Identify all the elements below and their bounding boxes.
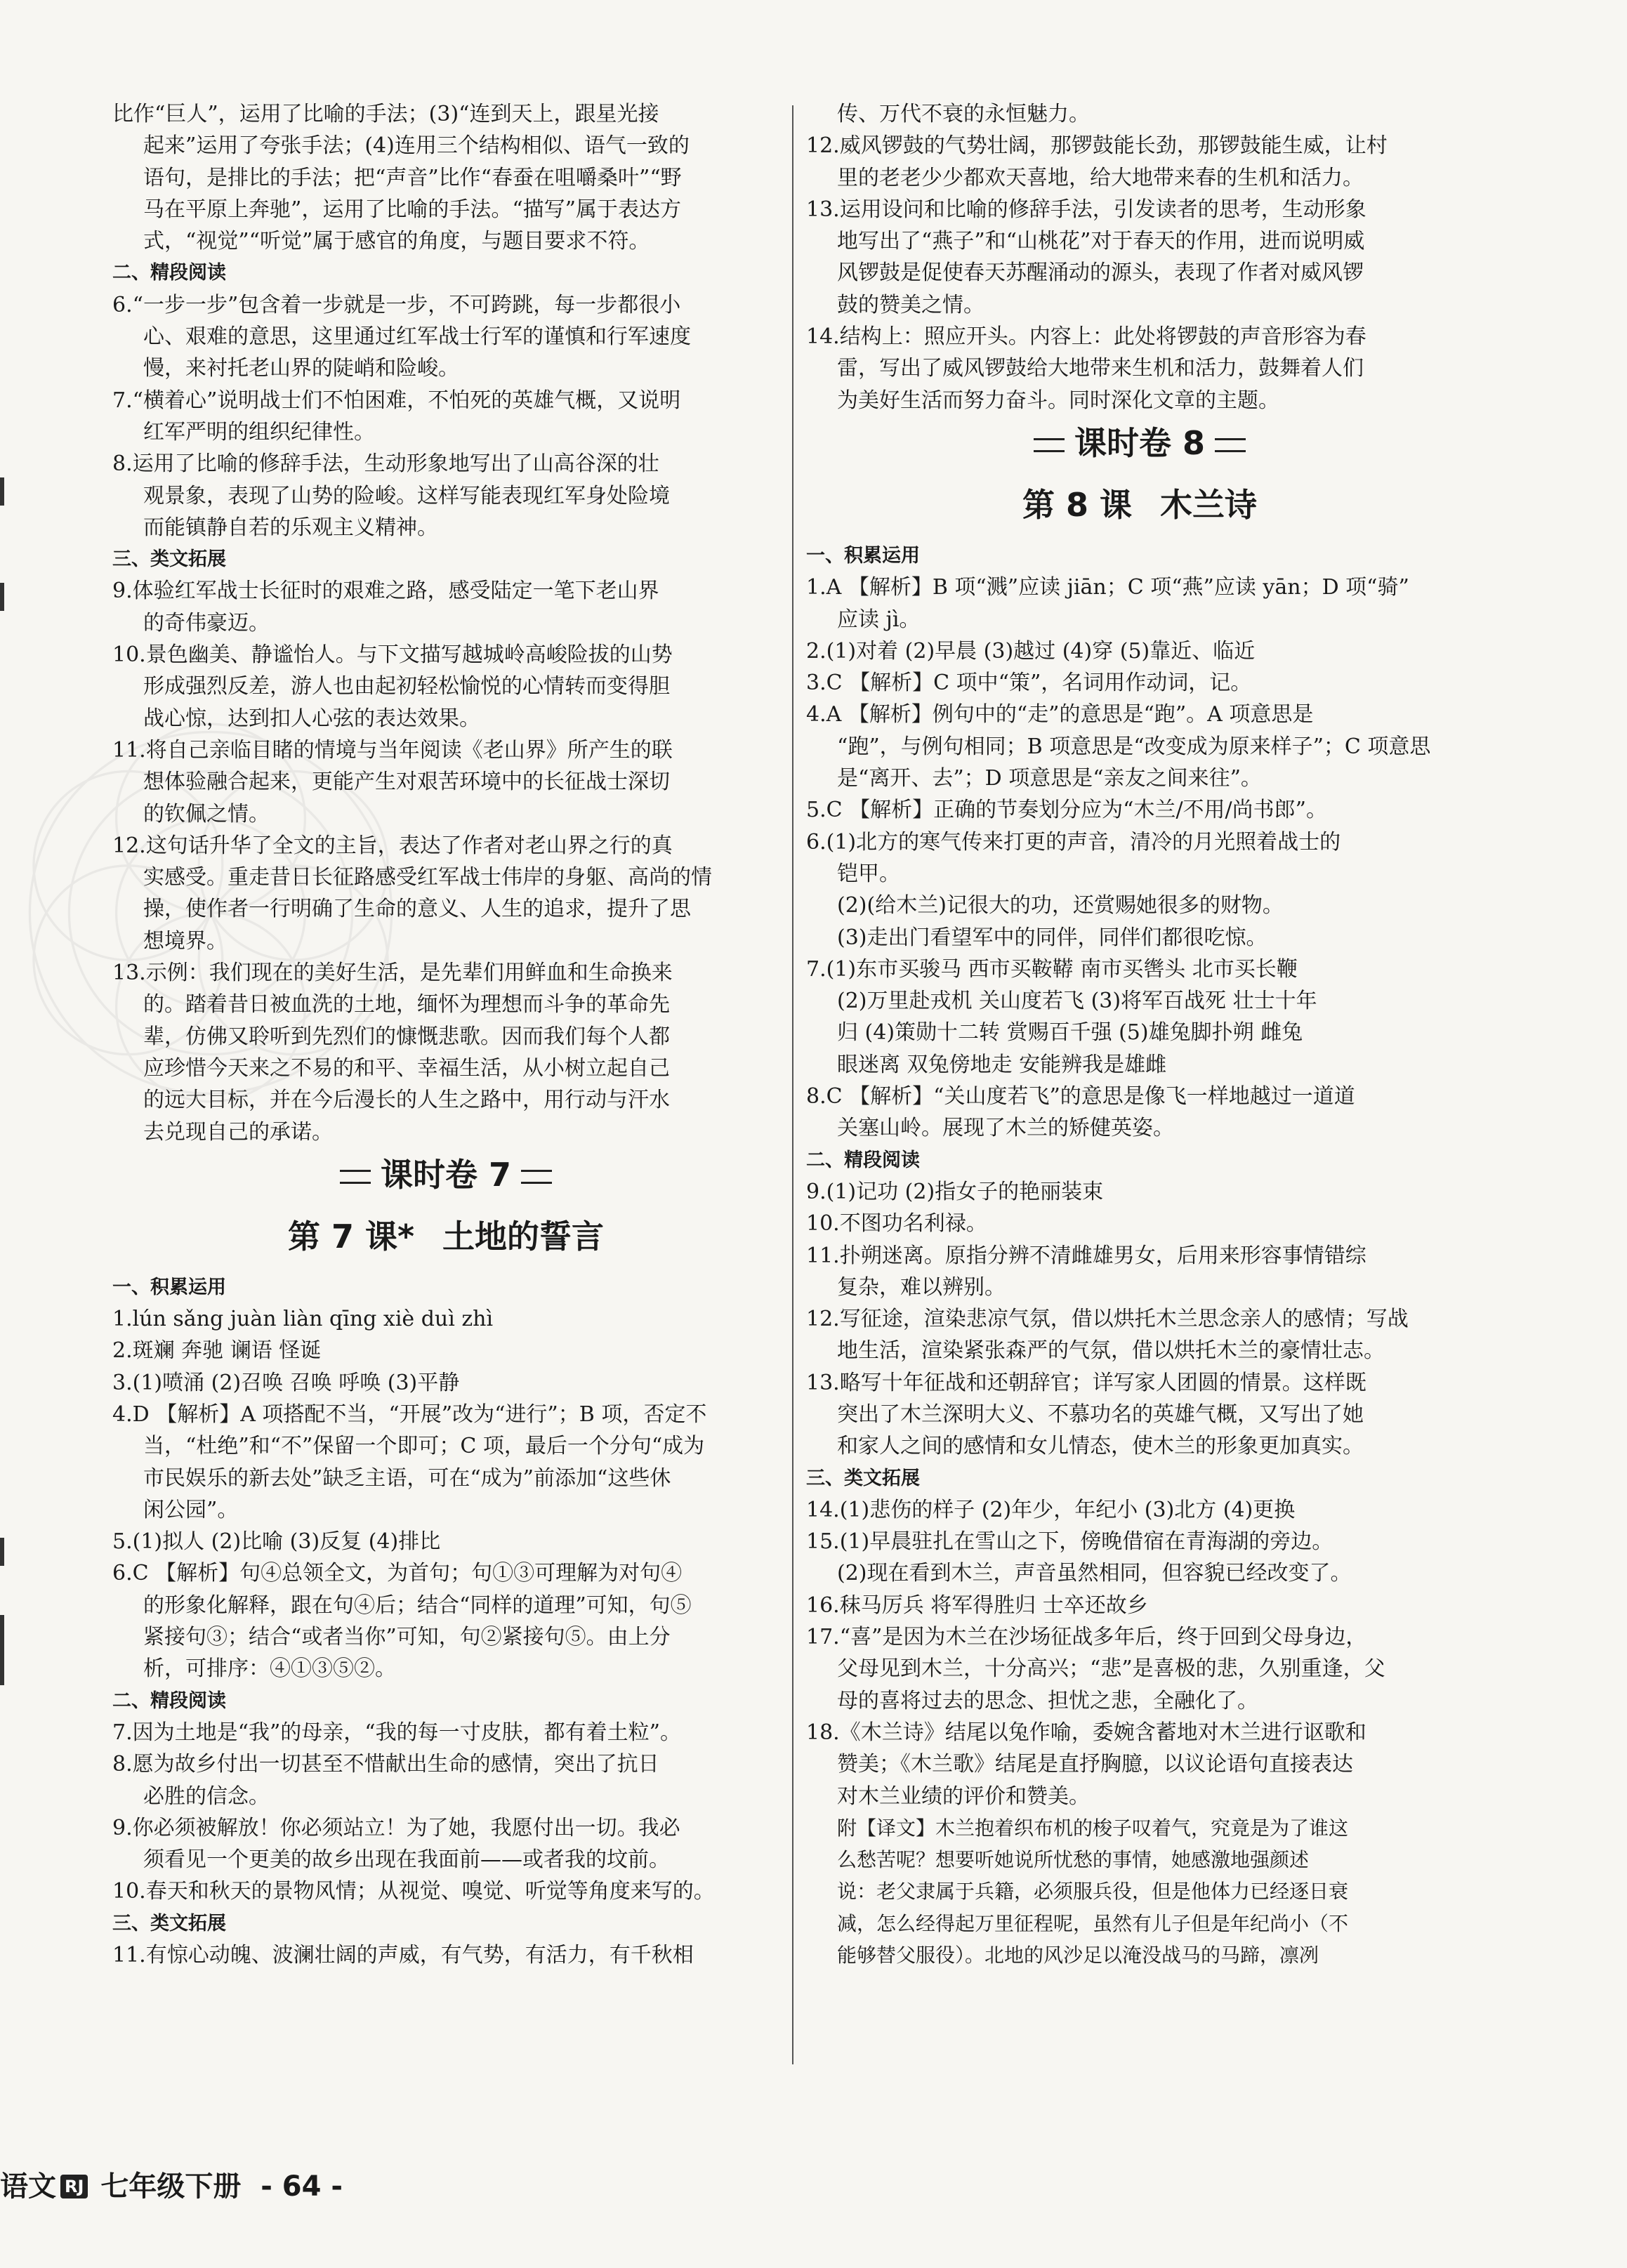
answer-line: 5.C 【解析】正确的节奏划分应为“木兰/不用/尚书郎”。 [806, 798, 1328, 823]
answer-line: 观景象，表现了山势的险峻。这样写能表现红军身处险境 [143, 483, 670, 508]
answer-line: 铠甲。 [837, 861, 900, 886]
answer-line: 里的老老少少都欢天喜地，给大地带来春的生机和活力。 [837, 165, 1364, 190]
banner-bars-icon [1215, 438, 1246, 452]
answer-line: 而能镇静自若的乐观主义精神。 [143, 515, 438, 540]
answer-line: 突出了木兰深明大义、不慕功名的英雄气概，又写出了她 [837, 1402, 1364, 1427]
answer-line: 5.(1)拟人 (2)比喻 (3)反复 (4)排比 [112, 1529, 441, 1555]
answer-line: 13.略写十年征战和还朝辞官；详写家人团圆的情景。这样既 [806, 1370, 1366, 1395]
answer-line: 12.这句话升华了全文的主旨，表达了作者对老山界之行的真 [112, 833, 673, 858]
lesson-name: 土地的誓言 [442, 1217, 605, 1255]
answer-line: 的远大目标，并在今后漫长的人生之路中，用行动与汗水 [143, 1088, 670, 1113]
answer-line: 眼迷离 双兔傍地走 安能辨我是雄雌 [837, 1052, 1167, 1077]
scan-edge-mark [0, 583, 4, 611]
answer-line: 慢，来衬托老山界的陡峭和险峻。 [143, 356, 459, 381]
answer-line: 7.因为土地是“我”的母亲，“我的每一寸皮肤，都有着土粒”。 [112, 1720, 681, 1745]
scan-edge-mark [0, 1538, 4, 1566]
answer-line: (2)万里赴戎机 关山度若飞 (3)将军百战死 壮士十年 [837, 989, 1317, 1014]
answer-line: 6.C 【解析】句④总领全文，为首句；句①③可理解为对句④ [112, 1561, 683, 1586]
answer-line: 析，可排序：④①③⑤②。 [143, 1656, 396, 1682]
left-column [112, 98, 779, 1971]
subject-label: 语文 [0, 2170, 56, 2203]
answer-line: 6.“一步一步”包含着一步就是一步，不可跨跳，每一步都很小 [112, 292, 681, 317]
answer-line: (2)(给木兰)记很大的功，还赏赐她很多的财物。 [837, 893, 1284, 918]
answer-line: 雷，写出了威风锣鼓给大地带来生机和活力，鼓舞着人们 [837, 356, 1364, 381]
answer-line: 4.D 【解析】A 项搭配不当，“开展”改为“进行”；B 项，否定不 [112, 1402, 707, 1427]
banner-bars-icon [1034, 438, 1065, 452]
answer-line: 应珍惜今天来之不易的和平、幸福生活，从小树立起自己 [143, 1055, 670, 1081]
answer-line: 红军严明的组织纪律性。 [143, 419, 375, 444]
answer-line: 须看见一个更美的故乡出现在我面前——或者我的坟前。 [143, 1847, 670, 1873]
answer-line: 11.扑朔迷离。原指分辨不清雌雄男女，后用来形容事情错综 [806, 1243, 1366, 1268]
answer-line: 12.威风锣鼓的气势壮阔，那锣鼓能长劲，那锣鼓能生威，让村 [806, 133, 1388, 159]
answer-line: 17.“喜”是因为木兰在沙场征战多年后，终于回到父母身边， [806, 1625, 1367, 1650]
answer-line: 8.愿为故乡付出一切甚至不惜献出生命的感情，突出了抗日 [112, 1752, 659, 1777]
banner-bars-icon [521, 1170, 552, 1184]
lesson-title [806, 470, 1473, 540]
answer-line: 操，使作者一行明确了生命的意义、人生的追求，提升了思 [143, 897, 691, 922]
answer-line: 9.体验红军战士长征时的艰难之路，感受陆定一笔下老山界 [112, 579, 659, 604]
answer-line: 2.斑斓 奔驰 谰语 怪诞 [112, 1338, 322, 1364]
answer-line: 赞美；《木兰歌》结尾是直抒胸臆，以议论语句直接表达 [837, 1752, 1353, 1777]
section-heading: 三、类文拓展 [806, 1467, 920, 1489]
banner-bars-icon [340, 1170, 371, 1184]
answer-line: 7.“横着心”说明战士们不怕困难，不怕死的英雄气概，又说明 [112, 388, 681, 413]
answer-line: 起来”运用了夸张手法；(4)连用三个结构相似、语气一致的 [143, 133, 690, 159]
answer-line: 复杂，难以辨别。 [837, 1274, 1006, 1300]
answer-line: 地生活，渲染紧张森严的气氛，借以烘托木兰的豪情壮志。 [837, 1338, 1385, 1364]
answer-line: 14.结构上：照应开头。内容上：此处将锣鼓的声音形容为春 [806, 324, 1366, 350]
section-heading: 二、精段阅读 [112, 1689, 226, 1712]
section-heading: 二、精段阅读 [806, 1149, 920, 1171]
answer-line: 实感受。重走昔日长征路感受红军战士伟岸的身躯、高尚的情 [143, 865, 712, 890]
page-footer [0, 2164, 343, 2206]
answer-line: 能够替父服役）。北地的风沙足以淹没战马的马蹄，凛冽 [837, 1944, 1319, 1967]
answer-line: 6.(1)北方的寒气传来打更的声音，清冷的月光照着战士的 [806, 829, 1341, 855]
scan-edge-mark [0, 477, 4, 506]
section-heading: 三、类文拓展 [112, 548, 226, 571]
answer-line: 语句，是排比的手法；把“声音”比作“春蚕在咀嚼桑叶”“野 [143, 165, 682, 190]
answer-line: 想体验融合起来，更能产生对艰苦环境中的长征战士深切 [143, 770, 670, 795]
answer-line: 13.运用设问和比喻的修辞手法，引发读者的思考，生动形象 [806, 197, 1366, 222]
lesson-number: 第 7 课* [287, 1217, 415, 1255]
answer-line: 的奇伟豪迈。 [143, 610, 270, 635]
answer-line: 10.景色幽美、静谧怡人。与下文描写越城岭高峻险拔的山势 [112, 642, 673, 668]
page-number: - 64 - [261, 2170, 343, 2203]
lesson-number: 第 8 课 [1022, 485, 1133, 524]
answer-line: 关塞山岭。展现了木兰的矫健英姿。 [837, 1116, 1174, 1141]
answer-line: 对木兰业绩的评价和赞美。 [837, 1784, 1090, 1809]
answer-line: 归 (4)策勋十二转 赏赐百千强 (5)雄兔脚扑朔 雌兔 [837, 1020, 1303, 1046]
answer-line: 18.《木兰诗》结尾以兔作喻，委婉含蓄地对木兰进行讴歌和 [806, 1720, 1366, 1745]
quiz-banner [112, 1148, 779, 1201]
section-heading: 一、积累运用 [112, 1276, 226, 1298]
answer-line: 战心惊，达到扣人心弦的表达效果。 [143, 706, 480, 731]
answer-line: 和家人之间的感情和女儿情态，使木兰的形象更加真实。 [837, 1434, 1364, 1459]
answer-line: 3.C 【解析】C 项中“策”，名词用作动词，记。 [806, 671, 1252, 696]
answer-line: 地写出了“燕子”和“山桃花”对于春天的作用，进而说明威 [837, 229, 1365, 254]
quiz-banner [806, 416, 1473, 470]
answer-line: 附【译文】木兰抱着织布机的梭子叹着气，究竟是为了谁这 [837, 1816, 1349, 1840]
section-heading: 二、精段阅读 [112, 262, 226, 284]
answer-line: 当，“杜绝”和“不”保留一个即可；C 项，最后一个分句“成为 [143, 1434, 705, 1459]
answer-line: 9.(1)记功 (2)指女子的艳丽装束 [806, 1179, 1104, 1204]
lesson-title [112, 1201, 779, 1272]
answer-line: 7.(1)东市买骏马 西市买鞍鞯 南市买辔头 北市买长鞭 [806, 956, 1298, 982]
answer-line: 10.春天和秋天的景物风情；从视觉、嗅觉、听觉等角度来写的。 [112, 1879, 715, 1904]
answer-line: 马在平原上奔驰”，运用了比喻的手法。“描写”属于表达方 [143, 197, 682, 222]
answer-line: 父母见到木兰，十分高兴；“悲”是喜极的悲，久别重逢，父 [837, 1656, 1385, 1682]
answer-line: 辈，仿佛又聆听到先烈们的慷慨悲歌。因而我们每个人都 [143, 1024, 670, 1049]
answer-line: 的钦佩之情。 [143, 801, 270, 826]
banner-text: 课时卷 7 [380, 1155, 512, 1194]
answer-line: 减，怎么经得起万里征程呢，虽然有儿子但是年纪尚小（不 [837, 1911, 1349, 1935]
answer-line: 11.有惊心动魄、波澜壮阔的声威，有气势，有活力，有千秋相 [112, 1943, 694, 1968]
lesson-name: 木兰诗 [1160, 485, 1258, 524]
answer-line: 必胜的信念。 [143, 1784, 270, 1809]
answer-line: 紧接句③；结合“或者当你”可知，句②紧接句⑤。由上分 [143, 1625, 671, 1650]
answer-line: 1.lún sǎng juàn liàn qīng xiè duì zhì [112, 1307, 494, 1332]
answer-line: 13.示例：我们现在的美好生活，是先辈们用鲜血和生命换来 [112, 961, 673, 986]
scan-edge-mark [0, 1615, 4, 1685]
right-column [806, 98, 1473, 1971]
answer-line: 4.A 【解析】例句中的“走”的意思是“跑”。A 项意思是 [806, 702, 1314, 727]
edition-badge: RJ [60, 2175, 88, 2198]
answer-line: 10.不图功名利禄。 [806, 1211, 987, 1237]
answer-line: 3.(1)喷涌 (2)召唤 召唤 呼唤 (3)平静 [112, 1370, 460, 1395]
answer-line: 16.秣马厉兵 将军得胜归 士卒还故乡 [806, 1593, 1148, 1618]
answer-line: (3)走出门看望军中的同伴，同伴们都很吃惊。 [837, 925, 1267, 950]
answer-line: 应读 jì。 [837, 607, 921, 632]
answer-line: 心、艰难的意思，这里通过红军战士行军的谨慎和行军速度 [143, 324, 691, 350]
answer-line: 鼓的赞美之情。 [837, 292, 984, 317]
answer-line: 市民娱乐的新去处”缺乏主语，可在“成为”前添加“这些休 [143, 1465, 671, 1491]
answer-line: 8.C 【解析】“关山度若飞”的意思是像飞一样地越过一道道 [806, 1084, 1355, 1109]
answer-line: 风锣鼓是促使春天苏醒涌动的源头，表现了作者对威风锣 [837, 261, 1364, 286]
answer-line: 形成强烈反差，游人也由起初轻松愉悦的心情转而变得胆 [143, 674, 670, 699]
answer-line: 式，“视觉”“听觉”属于感官的角度，与题目要求不符。 [143, 229, 650, 254]
answer-line: 去兑现自己的承诺。 [143, 1119, 333, 1145]
answer-line: 8.运用了比喻的修辞手法，生动形象地写出了山高谷深的壮 [112, 451, 659, 477]
answer-line: 12.写征途，渲染悲凉气氛，借以烘托木兰思念亲人的感情；写战 [806, 1307, 1409, 1332]
banner-text: 课时卷 8 [1074, 423, 1206, 462]
answer-line: 的。踏着昔日被血洗的土地，缅怀为理想而斗争的革命先 [143, 992, 670, 1017]
answer-line: 11.将自己亲临目睹的情境与当年阅读《老山界》所产生的联 [112, 737, 673, 763]
answer-line: 9.你必须被解放！你必须站立！为了她，我愿付出一切。我必 [112, 1815, 680, 1840]
grade-label: 七年级下册 [100, 2170, 242, 2203]
answer-line: 14.(1)悲伤的样子 (2)年少，年纪小 (3)北方 (4)更换 [806, 1497, 1296, 1522]
answer-line: 母的喜将过去的思念、担忧之悲，全融化了。 [837, 1688, 1258, 1713]
answer-line: 比作“巨人”，运用了比喻的手法；(3)“连到天上，跟星光接 [112, 102, 659, 126]
answer-line: “跑”，与例句相同；B 项意思是“改变成为原来样子”；C 项意思 [837, 734, 1431, 759]
answer-line: 闲公园”。 [143, 1497, 239, 1522]
answer-line: 的形象化解释，跟在句④后；结合“同样的道理”可知，句⑤ [143, 1593, 692, 1618]
answer-line: 2.(1)对着 (2)早晨 (3)越过 (4)穿 (5)靠近、临近 [806, 638, 1256, 664]
answer-line: 想境界。 [143, 928, 228, 954]
section-heading: 一、积累运用 [806, 544, 920, 567]
section-heading: 三、类文拓展 [112, 1912, 226, 1934]
answer-line: 说：老父隶属于兵籍，必须服兵役，但是他体力已经逐日衰 [837, 1880, 1349, 1904]
answer-line: 么愁苦呢？想要听她说所忧愁的事情，她感激地强颜述 [837, 1848, 1310, 1872]
answer-line: 15.(1)早晨驻扎在雪山之下，傍晚借宿在青海湖的旁边。 [806, 1529, 1333, 1555]
column-divider [792, 105, 793, 2064]
answer-line: (2)现在看到木兰，声音虽然相同，但容貌已经改变了。 [837, 1561, 1352, 1586]
answer-line: 为美好生活而努力奋斗。同时深化文章的主题。 [837, 388, 1279, 413]
answer-line: 是“离开、去”；D 项意思是“亲友之间来往”。 [837, 766, 1262, 791]
answer-line: 1.A 【解析】B 项“溅”应读 jiān；C 项“燕”应读 yān；D 项“骑” [806, 575, 1409, 600]
answer-line: 传、万代不衰的永恒魅力。 [837, 102, 1090, 126]
